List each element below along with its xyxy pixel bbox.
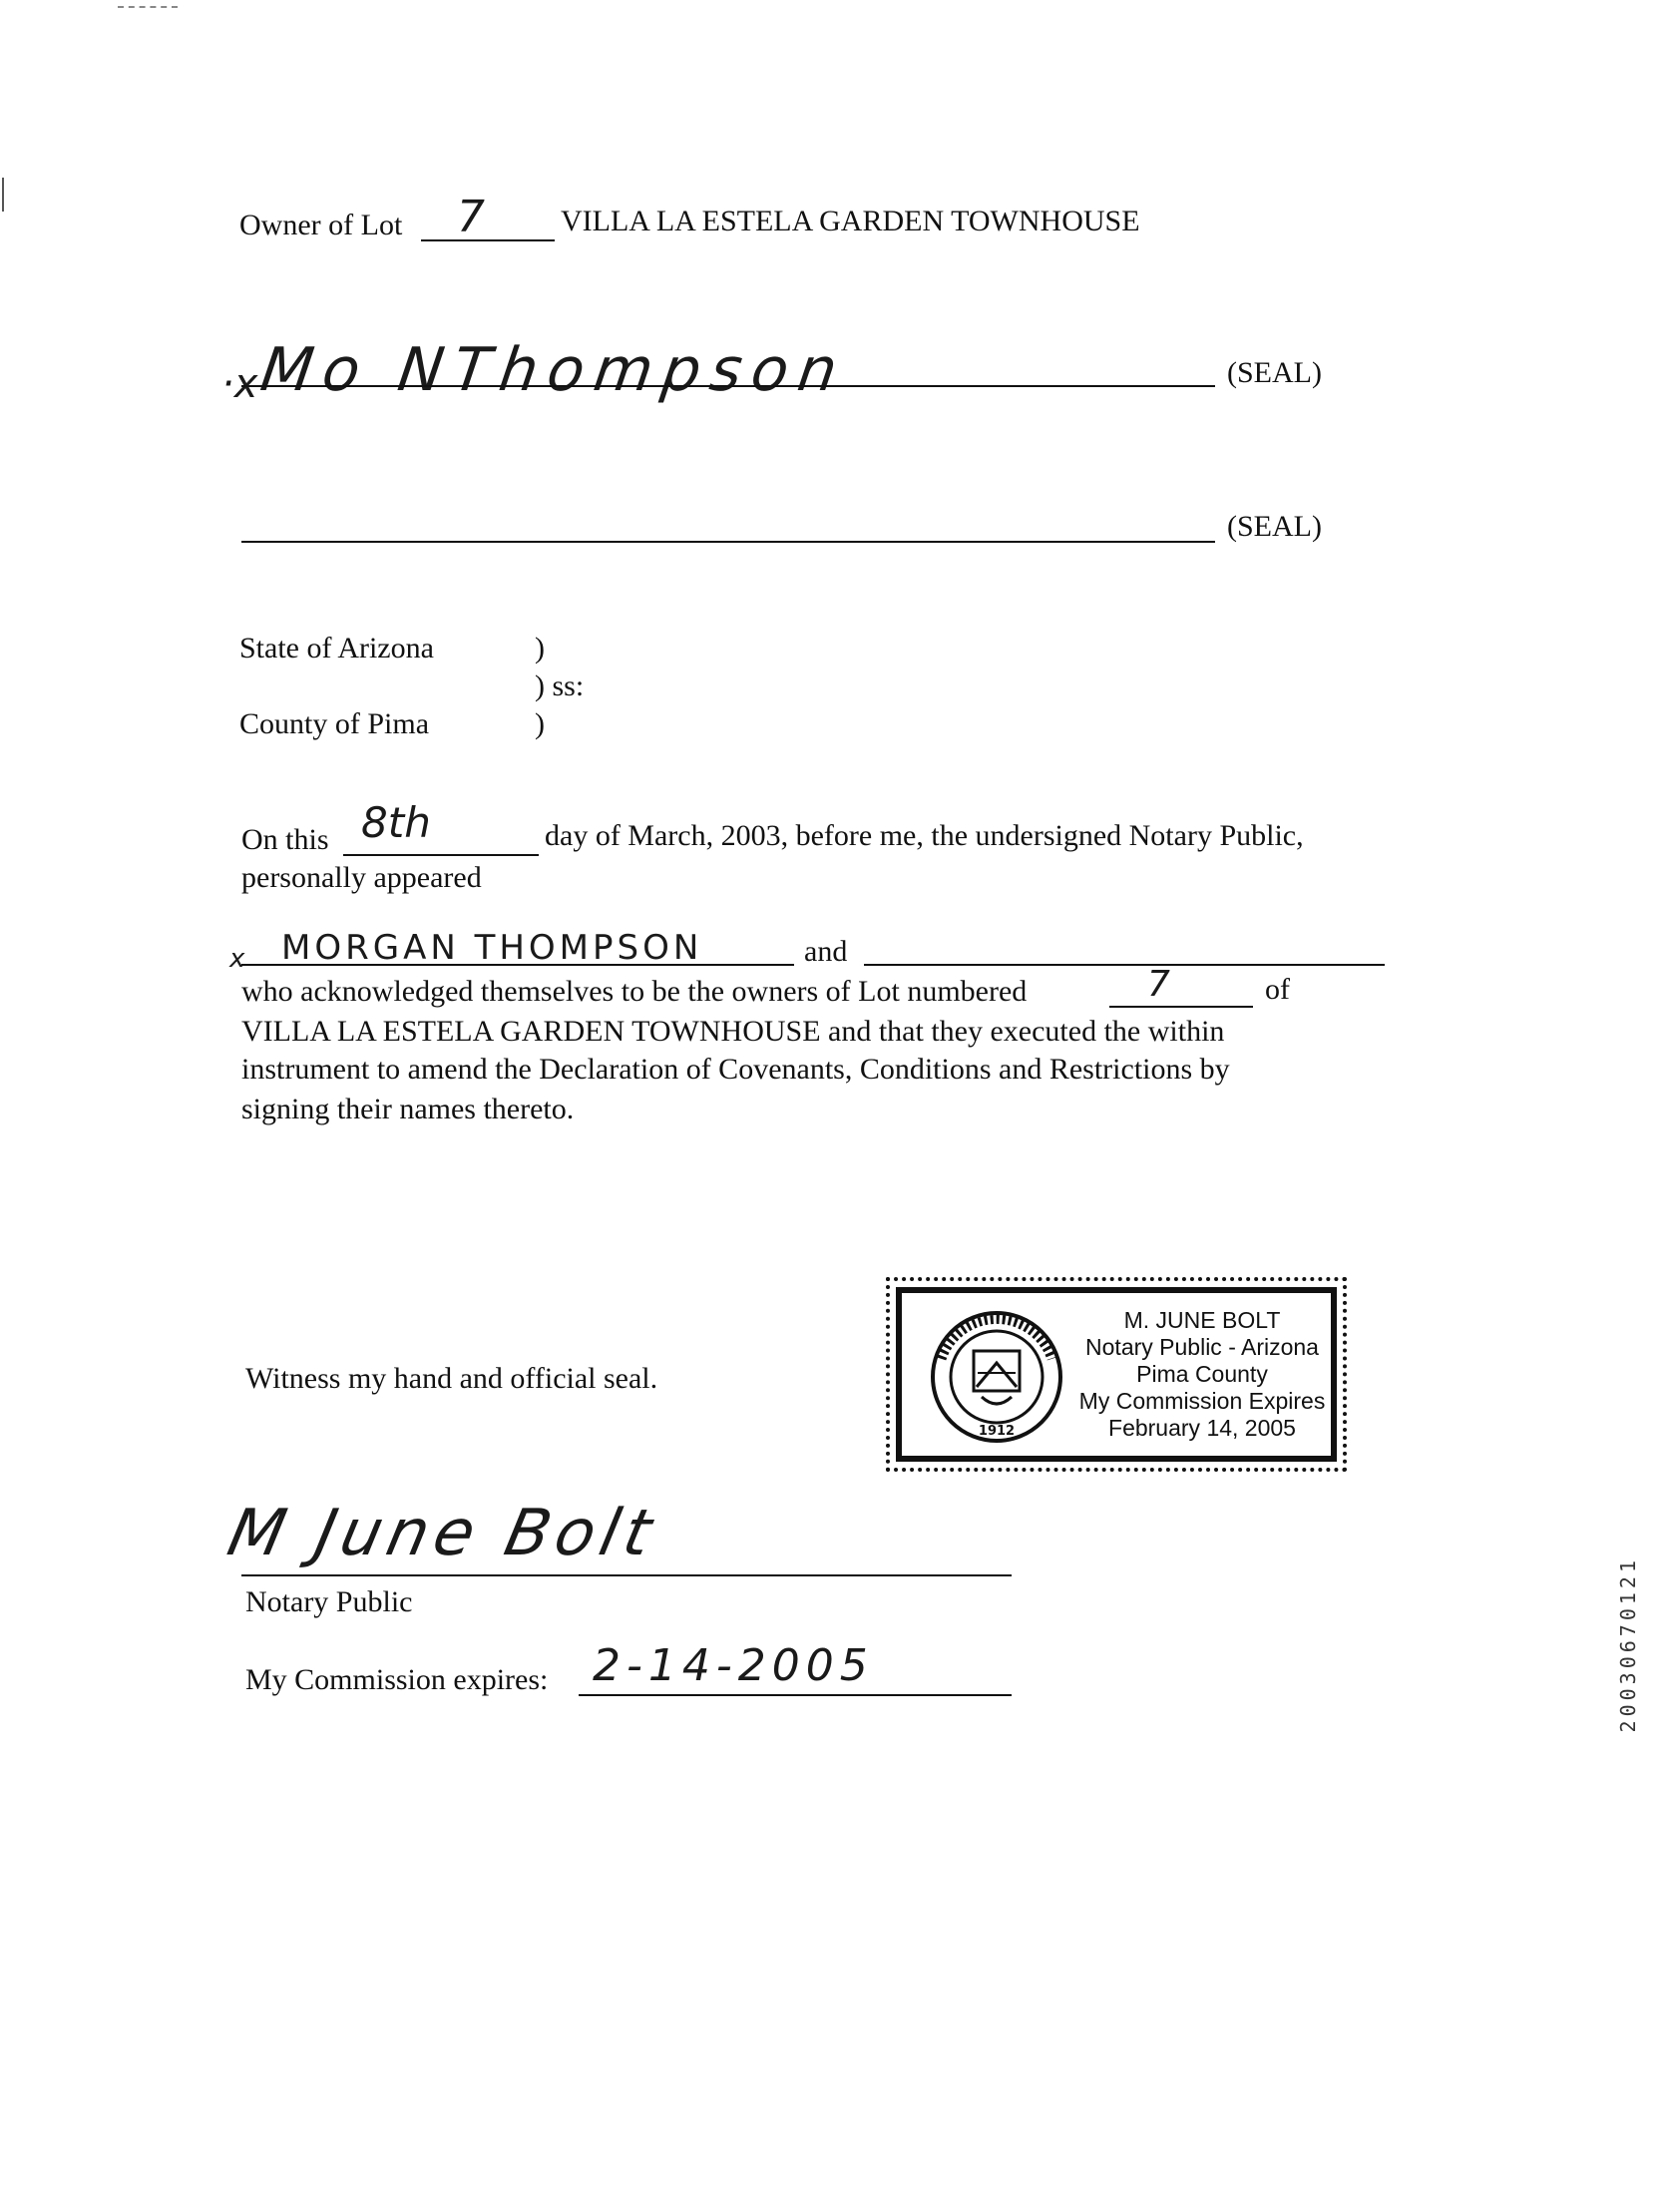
scan-artifact [118, 6, 178, 10]
venue-ss: ) ss: [535, 669, 585, 702]
signature-line-2 [241, 541, 1215, 543]
stamp-expires-date: February 14, 2005 [1108, 1415, 1296, 1441]
state-seal-icon [922, 1307, 1071, 1447]
owner-prefix: Owner of Lot [239, 209, 403, 241]
ack-of: of [1265, 973, 1290, 1006]
appeared-text: personally appeared [241, 861, 482, 894]
subdivision-title: VILLA LA ESTELA GARDEN TOWNHOUSE [561, 205, 1140, 237]
recording-number: 20030670121 [1616, 1556, 1640, 1733]
witness-text: Witness my hand and official seal. [245, 1362, 658, 1395]
seal-label-2: (SEAL) [1227, 510, 1322, 543]
day-handwritten: 8th [361, 798, 431, 847]
ack-lot-handwritten: 7 [1147, 964, 1170, 1005]
seal-year: 1912 [978, 1424, 1016, 1439]
owner-signature-1: Mo NThompson [256, 335, 852, 405]
appearer-name-handwritten: MORGAN THOMPSON [281, 928, 703, 968]
ack-line-2: VILLA LA ESTELA GARDEN TOWNHOUSE and that they executed the within [241, 1015, 1225, 1048]
notary-stamp [896, 1287, 1337, 1462]
ack-lot-line [1109, 1006, 1253, 1008]
appearer-line-1 [241, 964, 794, 966]
appearer-line-2 [864, 964, 1385, 966]
lot-number-handwritten: 7 [457, 192, 485, 242]
seal-label-1: (SEAL) [1227, 356, 1322, 389]
stamp-notary-name: M. JUNE BOLT [1123, 1307, 1281, 1333]
venue-county: County of Pima [239, 707, 430, 740]
ack-line-3: instrument to amend the Declaration of Covenants, Conditions and Restrictions by [241, 1053, 1230, 1086]
day-text: day of March, 2003, before me, the undersigned Notary Public, [545, 819, 1304, 852]
day-line [343, 854, 539, 856]
venue-paren-1: ) [535, 632, 545, 664]
scan-artifact [2, 178, 4, 212]
venue-paren-3: ) [535, 707, 545, 740]
commission-label: My Commission expires: [245, 1663, 549, 1696]
and-text: and [804, 935, 848, 968]
stamp-expires-label: My Commission Expires [1078, 1388, 1326, 1414]
stamp-county: Pima County [1136, 1361, 1268, 1387]
lot-number-line [421, 239, 555, 241]
on-this-label: On this [241, 823, 329, 856]
notary-signature-line [241, 1574, 1012, 1576]
notary-signature: M June Bolt [221, 1497, 664, 1570]
ack-line-1: who acknowledged themselves to be the owners of Lot numbered [241, 975, 1028, 1008]
signature-x-mark: ·x [221, 361, 258, 407]
notary-public-label: Notary Public [245, 1585, 413, 1618]
signature-line-1 [241, 385, 1215, 387]
commission-line [579, 1694, 1012, 1696]
name-x-mark: x [229, 944, 245, 974]
commission-date-handwritten: 2-14-2005 [593, 1640, 874, 1691]
stamp-title: Notary Public - Arizona [1085, 1334, 1319, 1360]
venue-state: State of Arizona [239, 632, 434, 664]
ack-line-4: signing their names thereto. [241, 1093, 575, 1125]
